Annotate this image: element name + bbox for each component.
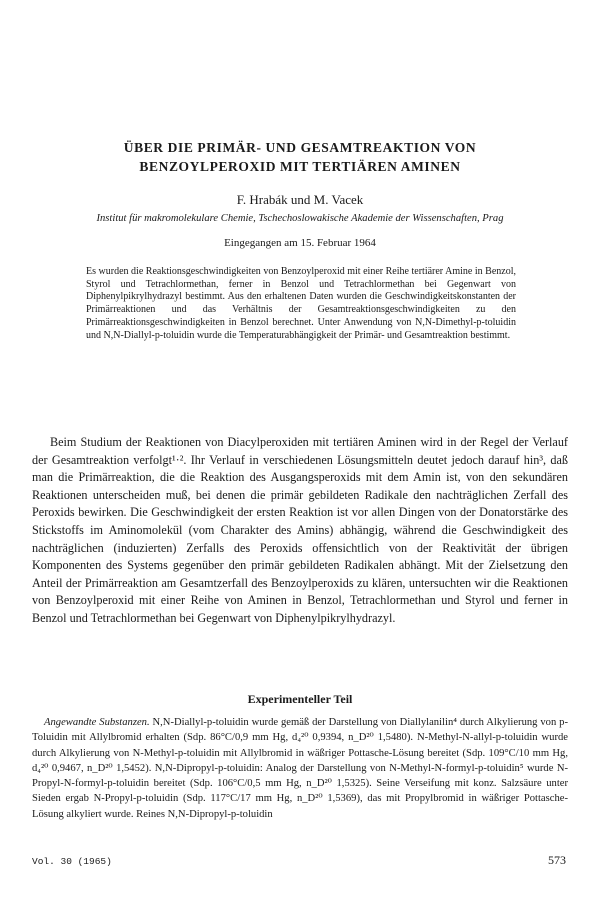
title-line-1: ÜBER DIE PRIMÄR- UND GESAMTREAKTION VON bbox=[123, 140, 477, 155]
introduction bbox=[32, 434, 568, 628]
experimental-lead: Angewandte Substanzen. bbox=[44, 717, 150, 728]
experimental-text: N,N-Diallyl-p-toluidin wurde gemäß der Darstellung von Diallylanilin⁴ durch Alkylierung von p-Toluidin mit Allylbromid erhalten (Sdp. 86°C/0,9 mm Hg, d₄²⁰ 0,9394, n_D²⁰ 1,5480). N-Methyl-N-allyl-p-toluidin wurde durch Alkylierung von N-Methyl-p-toluidin mit Allylbromid in wäßriger Pottasche-Lösung bereitet (Sdp. 109°C/10 mm Hg, d₄²⁰ 0,9467, n_D²⁰ 1,5452). N,N-Dipropyl-p-toluidin: Analog der Darstellung von N-Methyl-N-formyl-p-toluidin⁵ wurde N-Propyl-N-formyl-p-toluidin bereitet (Sdp. 106°C/0,5 mm Hg, n_D²⁰ 1,5325). Seine Verseifung mit konz. Salzsäure unter Sieden ergab N-Propyl-p-toluidin (Sdp. 117°C/17 mm Hg, n_D²⁰ 1,5369), das mit Propylbromid in wäßriger Pottasche-Lösung alkyliert wurde. Reines N,N-Dipropyl-p-toluidin bbox=[32, 717, 568, 820]
received-date: Eingegangen am 15. Februar 1964 bbox=[224, 237, 376, 249]
intro-paragraph: Beim Studium der Reaktionen von Diacylperoxiden mit tertiären Aminen wird in der Regel der Verlauf der Gesamtreaktion verfolgt¹·². Ihr Verlauf in verschiedenen Lösungsmitteln deutet jedoch darauf hin³, daß man die Primärreaktion, die die Reaktion des Ausgangsperoxids mit dem Amin ist, von den sekundären Reaktionen unterscheiden muß, bei denen die primär gebildeten Radikale den nachträglichen Zerfall des Peroxids bewirken. Die Geschwindigkeit der ersten Reaktion ist vor allen Dingen von der Donatorstärke des Stickstoffs im Aminomolekül (vom Charakter des Amins) abhängig, während die Geschwindigkeit des nachträglichen (induzierten) Zerfalls des Peroxids offensichtlich von der Reaktivität der übrigen Komponenten des Systems gegenüber den primär gebildeten Radikalen abhängt. Mit der Zielsetzung den Anteil der Primärreaktion am Gesamtzerfall des Benzoylperoxids zu klären, untersuchten wir die Reaktionen von Benzoylperoxid mit einer Reihe von Aminen in Benzol, Tetrachlormethan und Styrol und ferner in Benzol und Tetrachlormethan bei Gegenwart von Diphenylpikrylhydrazyl. bbox=[32, 435, 568, 625]
page-number: 573 bbox=[548, 853, 566, 867]
title-line-2: BENZOYLPEROXID MIT TERTIÄREN AMINEN bbox=[139, 159, 461, 174]
authors: F. Hrabák und M. Vacek bbox=[236, 192, 364, 207]
article-title bbox=[60, 138, 540, 176]
section-heading: Experimenteller Teil bbox=[247, 692, 353, 706]
volume-info: Vol. 30 (1965) bbox=[32, 856, 112, 867]
abstract: Es wurden die Reaktionsgeschwindigkeiten von Benzoylperoxid mit einer Reihe tertiärer Amine in Benzol, Styrol und Tetrachlormethan, ferner in Benzol und Tetrachlormethan bei Gegenwart von Diphenylpikrylhydrazyl bestimmt. Aus den erhaltenen Daten wurden die Geschwindigkeitskonstanten der Primärreaktionen und das Verhältnis der Gesamtreaktionsgeschwindigkeiten zu den Primärreaktionsgeschwindigkeiten in Benzol berechnet. Unter Anwendung von N,N-Dimethyl-p-toluidin und N,N-Diallyl-p-toluidin wurde die Temperaturabhängigkeit der Primär- und Gesamtreaktion bestimmt. bbox=[86, 266, 516, 341]
experimental-section bbox=[32, 715, 568, 822]
experimental-paragraph bbox=[32, 715, 568, 822]
affiliation: Institut für makromolekulare Chemie, Tschechoslowakische Akademie der Wissenschaften, Prag bbox=[96, 213, 504, 224]
